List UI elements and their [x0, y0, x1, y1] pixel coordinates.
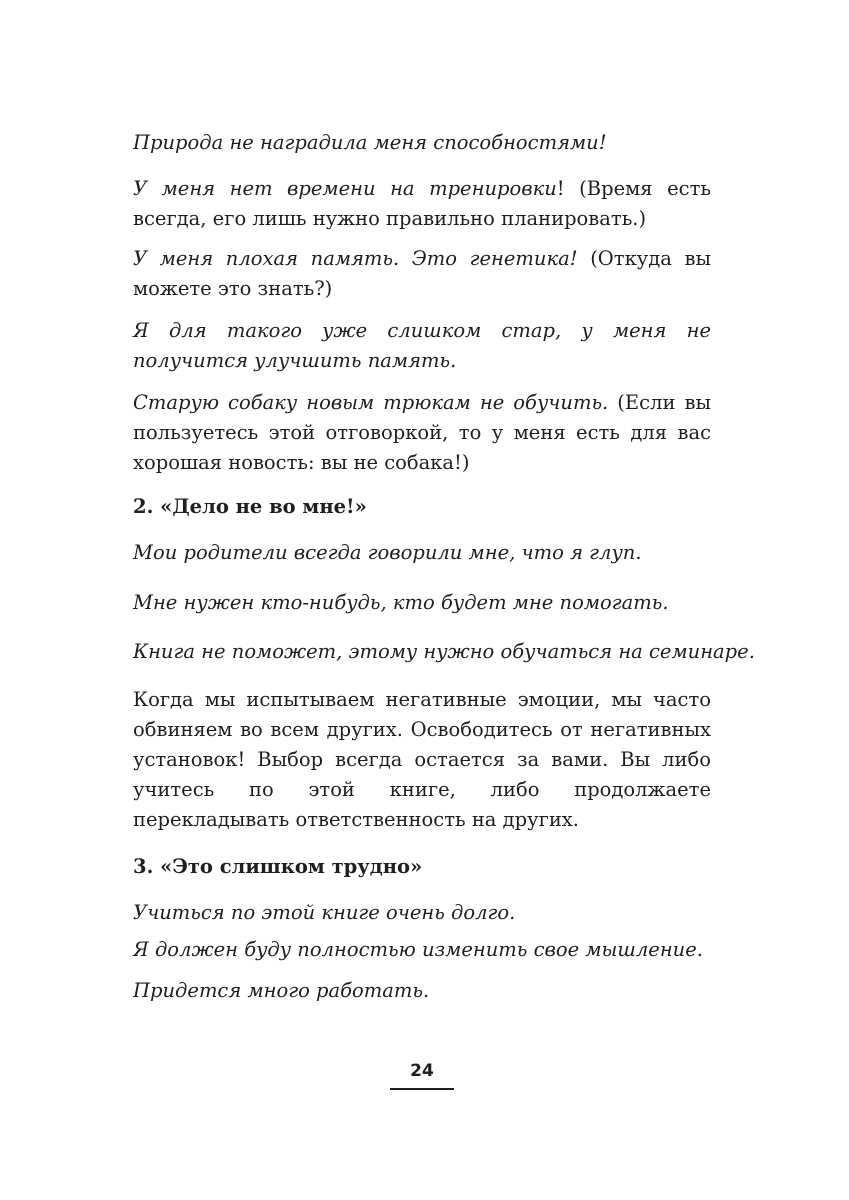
excuse-nature: Природа не наградила меня способностями!: [133, 131, 607, 154]
excuse-need-helper: Мне нужен кто-нибудь, кто будет мне помогать.: [133, 591, 669, 614]
excuse-seminar: Книга не поможет, этому нужно обучаться на семинаре.: [133, 640, 755, 663]
excuse-old-dog-italic: Старую собаку новым трюкам не обучить.: [133, 391, 609, 414]
excuse-old-dog: [133, 388, 711, 478]
page-number: 24: [410, 1061, 434, 1081]
excuse-memory-comment: (Откуда вы можете это знать?): [133, 247, 711, 300]
excuse-no-time-comment: ! (Время есть всегда, его лишь нужно правильно планировать.): [133, 177, 711, 230]
excuse-memory: [133, 244, 711, 304]
excuse-old-dog-comment: (Если вы пользуетесь этой отговоркой, то у меня есть для вас хорошая новость: вы не собака!): [133, 391, 712, 474]
excuse-hard-work: Придется много работать.: [133, 979, 430, 1002]
section-2-body: Когда мы испытываем негативные эмоции, мы часто обвиняем во всем других. Освободитесь от негативных установок! Выбор всегда остается за вами. Вы либо учитесь по этой книге, либо продолжаете перекладывать ответственность на других.: [133, 688, 711, 831]
section-3-heading: 3. «Это слишком трудно»: [133, 855, 423, 878]
excuse-no-time-italic: У меня нет времени на тренировки: [133, 177, 557, 200]
excuse-parents: Мои родители всегда говорили мне, что я глуп.: [133, 541, 642, 564]
excuse-no-time: [133, 174, 711, 234]
excuse-memory-italic: У меня плохая память. Это генетика!: [133, 247, 578, 270]
excuse-change-thinking: Я должен буду полностью изменить свое мышление.: [133, 938, 703, 961]
excuse-too-long: Учиться по этой книге очень долго.: [133, 901, 516, 924]
excuse-too-old: Я для такого уже слишком стар, у меня не получится улучшить память.: [133, 319, 711, 372]
book-page: [133, 0, 755, 1200]
section-2-heading: 2. «Дело не во мне!»: [133, 495, 367, 518]
page-number-rule: [390, 1088, 454, 1090]
